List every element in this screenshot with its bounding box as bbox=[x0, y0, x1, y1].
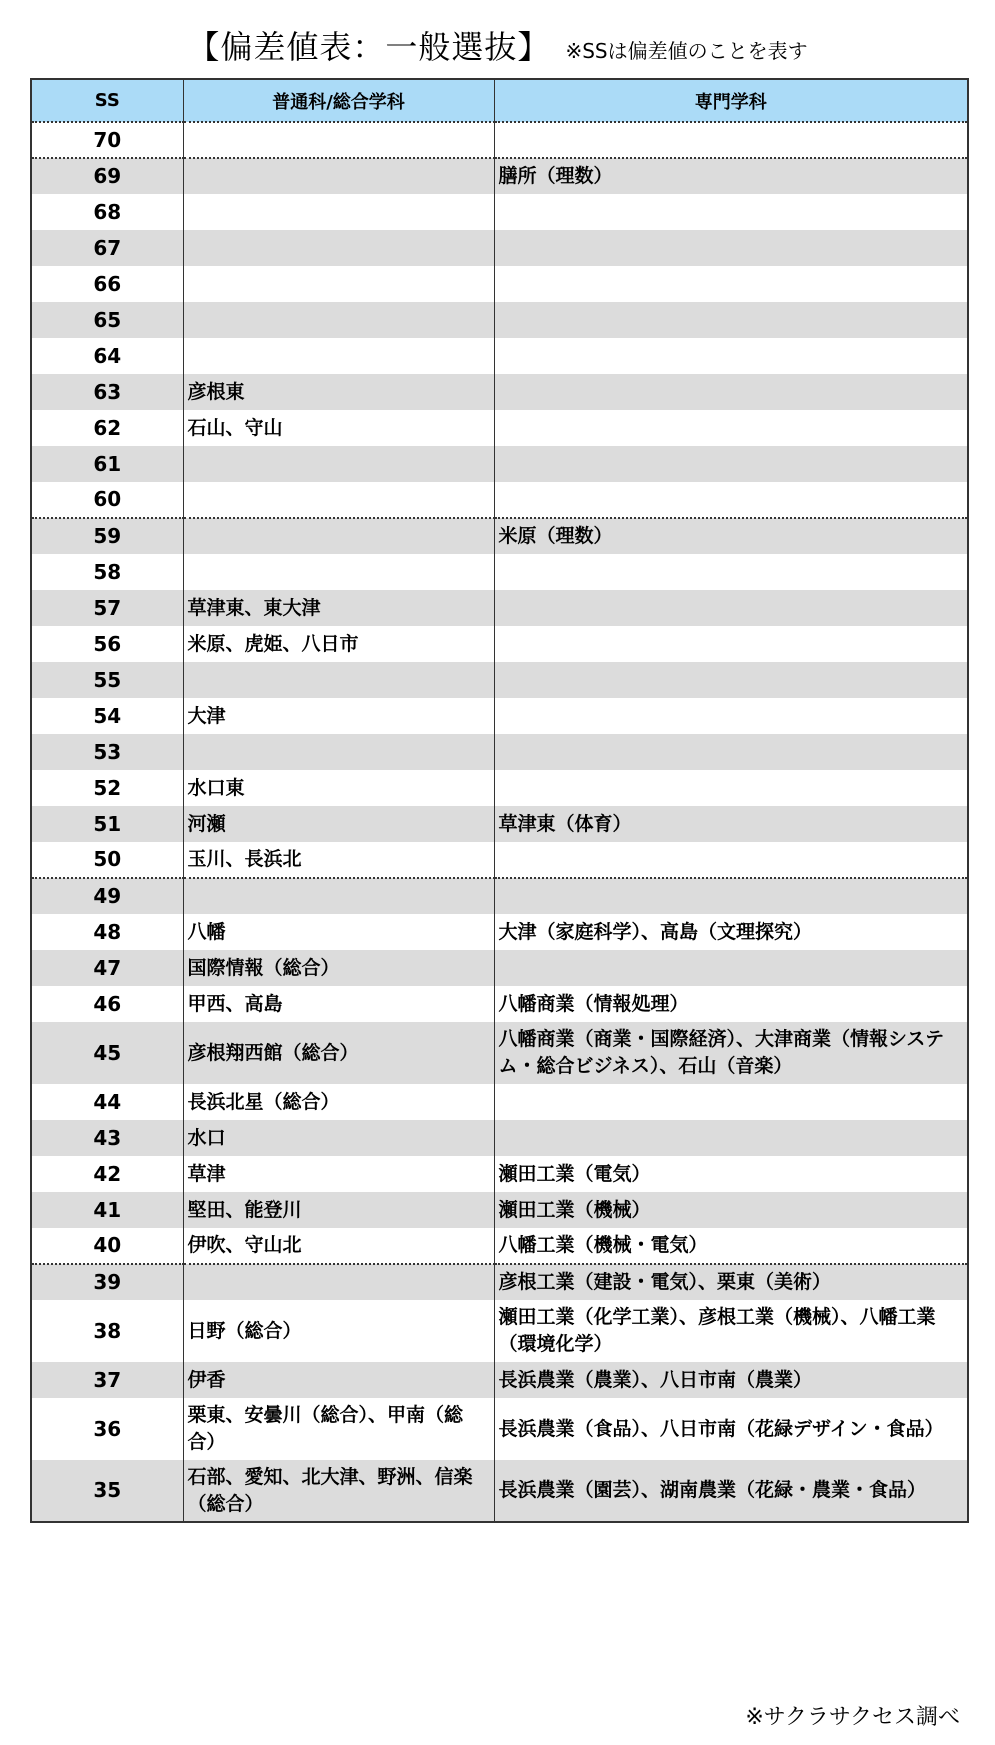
ss-cell: 69 bbox=[31, 158, 183, 194]
table-row bbox=[31, 626, 968, 662]
special-cell: 大津（家庭科学）、高島（文理探究） bbox=[494, 914, 968, 950]
special-cell: 草津東（体育） bbox=[494, 806, 968, 842]
ss-cell: 36 bbox=[31, 1398, 183, 1460]
table-body bbox=[31, 122, 968, 1522]
ss-cell: 48 bbox=[31, 914, 183, 950]
general-cell: 彦根東 bbox=[183, 374, 494, 410]
special-cell: 彦根工業（建設・電気）、栗東（美術） bbox=[494, 1264, 968, 1300]
ss-cell: 45 bbox=[31, 1022, 183, 1084]
special-cell bbox=[494, 122, 968, 158]
ss-cell: 70 bbox=[31, 122, 183, 158]
special-cell bbox=[494, 266, 968, 302]
special-cell bbox=[494, 1120, 968, 1156]
table-row bbox=[31, 338, 968, 374]
general-cell: 日野（総合） bbox=[183, 1300, 494, 1362]
general-cell: 水口 bbox=[183, 1120, 494, 1156]
special-cell: 八幡商業（情報処理） bbox=[494, 986, 968, 1022]
general-cell: 彦根翔西館（総合） bbox=[183, 1022, 494, 1084]
general-cell: 水口東 bbox=[183, 770, 494, 806]
table-row bbox=[31, 878, 968, 914]
special-cell bbox=[494, 194, 968, 230]
table-row bbox=[31, 122, 968, 158]
special-cell bbox=[494, 482, 968, 518]
table-row bbox=[31, 518, 968, 554]
ss-cell: 49 bbox=[31, 878, 183, 914]
table-row bbox=[31, 590, 968, 626]
ss-cell: 63 bbox=[31, 374, 183, 410]
table-row bbox=[31, 842, 968, 878]
table-row bbox=[31, 482, 968, 518]
ss-cell: 43 bbox=[31, 1120, 183, 1156]
ss-cell: 58 bbox=[31, 554, 183, 590]
table-row bbox=[31, 374, 968, 410]
general-cell: 長浜北星（総合） bbox=[183, 1084, 494, 1120]
general-cell: 八幡 bbox=[183, 914, 494, 950]
title-main: 【偏差値表：一般選抜】 bbox=[187, 28, 551, 66]
general-cell: 伊香 bbox=[183, 1362, 494, 1398]
table-row bbox=[31, 662, 968, 698]
table-row bbox=[31, 1362, 968, 1398]
general-cell bbox=[183, 194, 494, 230]
special-cell bbox=[494, 626, 968, 662]
special-cell bbox=[494, 698, 968, 734]
table-row bbox=[31, 230, 968, 266]
general-cell bbox=[183, 338, 494, 374]
ss-cell: 60 bbox=[31, 482, 183, 518]
special-cell bbox=[494, 230, 968, 266]
table-row bbox=[31, 1120, 968, 1156]
general-cell bbox=[183, 734, 494, 770]
special-cell bbox=[494, 338, 968, 374]
special-cell bbox=[494, 590, 968, 626]
general-cell: 国際情報（総合） bbox=[183, 950, 494, 986]
table-row bbox=[31, 158, 968, 194]
general-cell: 栗東、安曇川（総合）、甲南（総合） bbox=[183, 1398, 494, 1460]
special-cell: 長浜農業（園芸）、湖南農業（花緑・農業・食品） bbox=[494, 1460, 968, 1522]
table-row bbox=[31, 950, 968, 986]
table-row bbox=[31, 806, 968, 842]
general-cell bbox=[183, 554, 494, 590]
ss-cell: 61 bbox=[31, 446, 183, 482]
ss-cell: 50 bbox=[31, 842, 183, 878]
source-note: ※サクラサクセス調べ bbox=[745, 1705, 960, 1730]
general-cell: 草津東、東大津 bbox=[183, 590, 494, 626]
ss-cell: 55 bbox=[31, 662, 183, 698]
special-cell bbox=[494, 554, 968, 590]
ss-cell: 46 bbox=[31, 986, 183, 1022]
special-cell bbox=[494, 1084, 968, 1120]
table-row bbox=[31, 446, 968, 482]
general-cell bbox=[183, 662, 494, 698]
ss-cell: 52 bbox=[31, 770, 183, 806]
general-cell bbox=[183, 446, 494, 482]
general-cell bbox=[183, 122, 494, 158]
ss-cell: 62 bbox=[31, 410, 183, 446]
table-row bbox=[31, 1192, 968, 1228]
table-row bbox=[31, 1022, 968, 1084]
ss-cell: 51 bbox=[31, 806, 183, 842]
special-cell bbox=[494, 410, 968, 446]
general-cell bbox=[183, 266, 494, 302]
table-header-row bbox=[31, 79, 968, 122]
table-row bbox=[31, 302, 968, 338]
special-cell bbox=[494, 770, 968, 806]
general-cell: 米原、虎姫、八日市 bbox=[183, 626, 494, 662]
table-row bbox=[31, 698, 968, 734]
special-cell: 長浜農業（食品）、八日市南（花緑デザイン・食品） bbox=[494, 1398, 968, 1460]
ss-cell: 53 bbox=[31, 734, 183, 770]
general-cell: 玉川、長浜北 bbox=[183, 842, 494, 878]
ss-cell: 59 bbox=[31, 518, 183, 554]
ss-cell: 54 bbox=[31, 698, 183, 734]
general-cell bbox=[183, 518, 494, 554]
ss-cell: 67 bbox=[31, 230, 183, 266]
general-cell: 大津 bbox=[183, 698, 494, 734]
general-cell bbox=[183, 158, 494, 194]
special-cell bbox=[494, 374, 968, 410]
ss-cell: 57 bbox=[31, 590, 183, 626]
general-cell bbox=[183, 230, 494, 266]
table-row bbox=[31, 914, 968, 950]
table-row bbox=[31, 734, 968, 770]
special-cell bbox=[494, 950, 968, 986]
special-cell: 瀬田工業（電気） bbox=[494, 1156, 968, 1192]
special-cell bbox=[494, 302, 968, 338]
ss-cell: 65 bbox=[31, 302, 183, 338]
table-row bbox=[31, 1264, 968, 1300]
table-row bbox=[31, 1398, 968, 1460]
ss-cell: 35 bbox=[31, 1460, 183, 1522]
ss-cell: 64 bbox=[31, 338, 183, 374]
table-row bbox=[31, 1300, 968, 1362]
table-row bbox=[31, 770, 968, 806]
table-row bbox=[31, 1156, 968, 1192]
general-cell: 草津 bbox=[183, 1156, 494, 1192]
ss-cell: 41 bbox=[31, 1192, 183, 1228]
general-cell: 伊吹、守山北 bbox=[183, 1228, 494, 1264]
special-cell: 八幡工業（機械・電気） bbox=[494, 1228, 968, 1264]
special-cell bbox=[494, 842, 968, 878]
general-cell: 河瀬 bbox=[183, 806, 494, 842]
ss-cell: 44 bbox=[31, 1084, 183, 1120]
special-cell bbox=[494, 878, 968, 914]
special-cell bbox=[494, 446, 968, 482]
special-cell bbox=[494, 662, 968, 698]
table-row bbox=[31, 1228, 968, 1264]
ss-cell: 38 bbox=[31, 1300, 183, 1362]
table-row bbox=[31, 986, 968, 1022]
special-cell: 米原（理数） bbox=[494, 518, 968, 554]
general-cell bbox=[183, 1264, 494, 1300]
ss-cell: 39 bbox=[31, 1264, 183, 1300]
ss-cell: 40 bbox=[31, 1228, 183, 1264]
special-cell: 瀬田工業（機械） bbox=[494, 1192, 968, 1228]
ss-cell: 56 bbox=[31, 626, 183, 662]
page-title bbox=[0, 22, 995, 68]
general-cell: 堅田、能登川 bbox=[183, 1192, 494, 1228]
special-cell: 膳所（理数） bbox=[494, 158, 968, 194]
title-note: ※SSは偏差値のことを表す bbox=[565, 39, 808, 63]
table-row bbox=[31, 410, 968, 446]
table-row bbox=[31, 1084, 968, 1120]
general-cell: 石部、愛知、北大津、野洲、信楽（総合） bbox=[183, 1460, 494, 1522]
special-cell: 長浜農業（農業）、八日市南（農業） bbox=[494, 1362, 968, 1398]
header-general: 普通科/総合学科 bbox=[183, 79, 494, 122]
special-cell: 八幡商業（商業・国際経済）、大津商業（情報システム・総合ビジネス）、石山（音楽） bbox=[494, 1022, 968, 1084]
ss-cell: 47 bbox=[31, 950, 183, 986]
ss-cell: 42 bbox=[31, 1156, 183, 1192]
general-cell bbox=[183, 302, 494, 338]
table-row bbox=[31, 1460, 968, 1522]
header-ss: SS bbox=[31, 79, 183, 122]
ss-cell: 66 bbox=[31, 266, 183, 302]
table-row bbox=[31, 554, 968, 590]
table-row bbox=[31, 266, 968, 302]
ss-cell: 68 bbox=[31, 194, 183, 230]
header-special: 専門学科 bbox=[494, 79, 968, 122]
general-cell bbox=[183, 482, 494, 518]
general-cell: 甲西、高島 bbox=[183, 986, 494, 1022]
special-cell: 瀬田工業（化学工業）、彦根工業（機械）、八幡工業（環境化学） bbox=[494, 1300, 968, 1362]
general-cell bbox=[183, 878, 494, 914]
table-row bbox=[31, 194, 968, 230]
special-cell bbox=[494, 734, 968, 770]
ss-cell: 37 bbox=[31, 1362, 183, 1398]
deviation-table bbox=[30, 78, 969, 1523]
general-cell: 石山、守山 bbox=[183, 410, 494, 446]
